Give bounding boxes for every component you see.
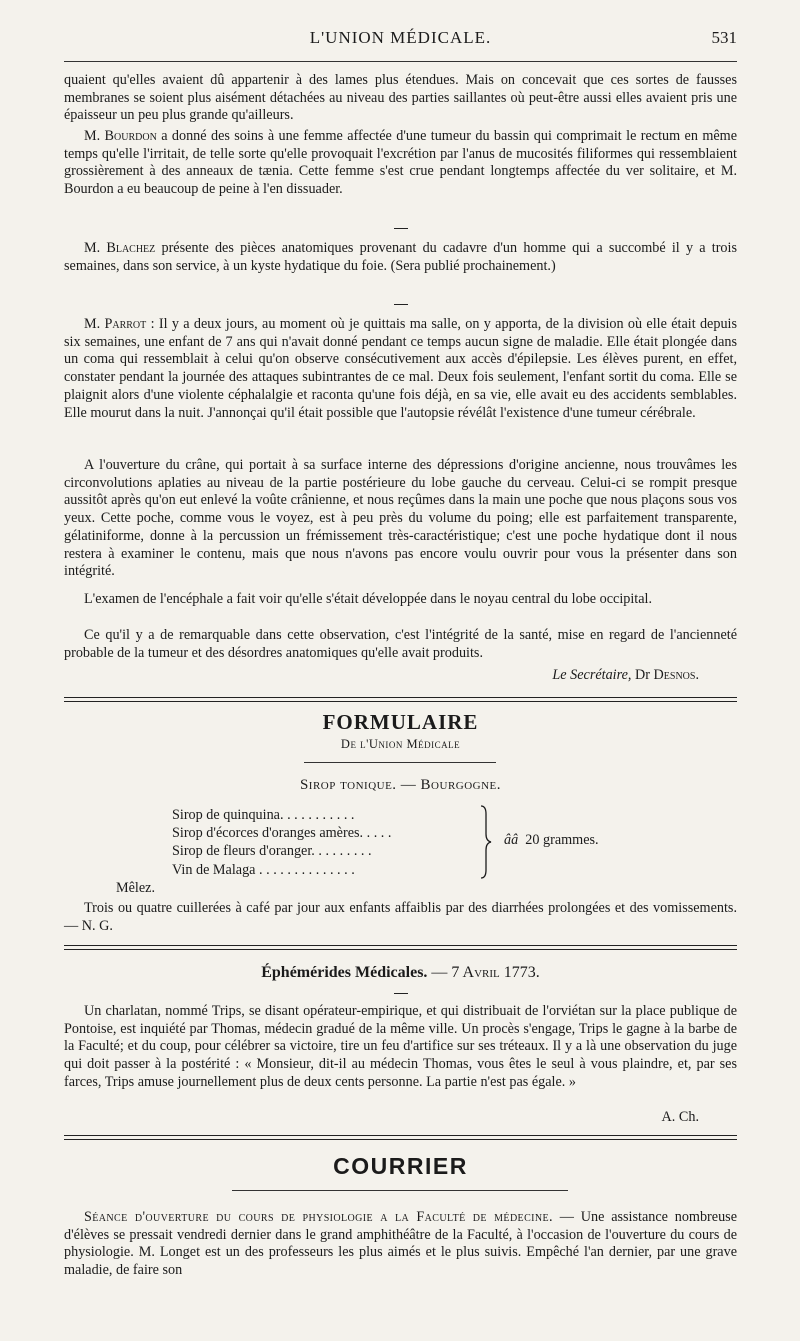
paragraph-blachez — [64, 240, 737, 275]
secretary-signature — [552, 667, 699, 684]
section-double-rule — [64, 1135, 737, 1140]
formulaire-underline — [304, 762, 496, 763]
ingredient-item: Sirop de fleurs d'oranger. . . . . . . . . — [172, 843, 372, 860]
right-brace-icon — [479, 804, 493, 880]
formulaire-instructions: Trois ou quatre cuillerées à café par jour aux enfants affaiblis par des diarrhées prolongées et des vomissements. — N. G. — [64, 900, 737, 934]
courrier-underline — [232, 1190, 568, 1191]
ingredient-item: Sirop de quinquina. . . . . . . . . . . — [172, 807, 355, 823]
section-dash — [394, 993, 408, 994]
dose — [504, 832, 599, 849]
running-head — [64, 28, 737, 52]
paragraph-encephale: L'examen de l'encéphale a fait voir qu'elle s'était développée dans le noyau central du lobe occipital. — [84, 591, 653, 607]
section-double-rule — [64, 697, 737, 702]
paragraph-bourdon — [64, 128, 737, 199]
courrier-title: COURRIER — [333, 1153, 468, 1179]
recipe-title: Sirop tonique. — Bourgogne. — [299, 777, 502, 793]
formulaire-title: FORMULAIRE — [322, 710, 479, 734]
speaker-parrot: M. Parrot — [84, 316, 147, 332]
speaker-bourdon: M. Bourdon — [84, 128, 157, 144]
signature-title: Dr — [631, 667, 654, 683]
paragraph-remarque: Ce qu'il y a de remarquable dans cette observation, c'est l'intégrité de la santé, mise en regard de l'ancienneté probable de la tumeur et des désordres anatomiques qu'elle avait produits. — [64, 627, 737, 661]
ephemerides-text: Un charlatan, nommé Trips, se disant opérateur-empirique, et qui distribuait de l'orviétan sur la place publique de Pontoise, est inquiété par Thomas, médecin gradué de la même ville. Un procès s'engage, Trips le gagne à la barbe de la Faculté; et du coup, pour célébrer sa victoire, tire un feu d'artifice sur ses tréteaux. Il y a là une observation du juge qui doit passer à la postérité : « Monsieur, dit-il au médecin Thomas, vous êtes le seul à vous plaindre, et, par ses farces, Trips amuse journellement plus de deux cents personne. La partie n'est pas égale. » — [64, 1003, 737, 1090]
dose-prefix: ââ — [504, 832, 519, 848]
courrier-lead: Séance d'ouverture du cours de physiologie a la Faculté de médecine. — [84, 1209, 553, 1225]
courrier-body: — Une assistance nombreuse d'élèves se pressait vendredi dernier dans le grand amphithéâtre de la Faculté, à l'occasion de l'ouverture du cours de physiologie. M. Longet est un des professeurs les plus aimés et le plus suivis. Empêché l'an dernier, par une grave maladie, de faire son — [64, 1209, 737, 1279]
paragraph-bourdon-text: a donné des soins à une femme affectée d'une tumeur du bassin qui comprimait le rectum en même temps qu'elle l'irritait, de telle sorte qu'elle provoquait l'excrétion par l'anus de mucosités filiformes qui ressemblaient grossièrement à des anneaux de tænia. Cette femme s'est crue pendant longtemps affectée du ver solitaire, et M. Bourdon a eu beaucoup de peine à l'en dissuader. — [64, 128, 737, 198]
dose-amount: 20 grammes. — [525, 832, 599, 848]
ingredient-item: Sirop d'écorces d'oranges amères. . . . . — [172, 825, 392, 842]
formulaire-subtitle: De l'Union Médicale — [340, 737, 461, 751]
ingredient-item: Vin de Malaga . . . . . . . . . . . . . . — [172, 861, 355, 878]
section-double-rule — [64, 945, 737, 950]
speaker-blachez: M. Blachez — [84, 240, 156, 256]
ephemerides-title — [64, 964, 737, 982]
signature-name: Desnos. — [653, 667, 699, 683]
running-title: L'UNION MÉDICALE. — [309, 28, 492, 47]
page-number: 531 — [711, 28, 737, 47]
paragraph-autopsy: A l'ouverture du crâne, qui portait à sa surface interne des dépressions d'origine ancienne, nous trouvâmes les circonvolutions aplaties au niveau de la partie postérieure du lobe gauche du cerveau. Celui-ci se rompit presque aussitôt après qu'on eut enlevé la voûte crânienne, et nous reçûmes dans la main une poche que nous plaçons sous vos yeux. Cette poche, comme vous le voyez, est à peu près du volume du poing; elle est parfaitement transparente, gélatiniforme, donne à la percussion un frémissement très-caractéristique; c'est une poche hydatique dont il nous restera à examiner le contenu, mais que nous n'avons pas encore voulu ouvrir pour vous la présenter dans son intégrité. — [64, 457, 737, 580]
section-dash — [394, 304, 408, 305]
melez: Mêlez. — [116, 880, 155, 896]
courrier-text — [64, 1209, 737, 1280]
paragraph-parrot — [64, 316, 737, 422]
paragraph-blachez-text: présente des pièces anatomiques provenant du cadavre d'un homme qui a succombé il y a trois semaines, dans son service, à un kyste hydatique du foie. (Sera publié prochainement.) — [64, 240, 737, 274]
signature-role: Le Secrétaire, — [552, 667, 632, 683]
ingredient-list — [172, 806, 482, 879]
ephemerides-heading: Éphémérides Médicales. — [261, 964, 428, 981]
header-rule — [64, 61, 737, 62]
paragraph-parrot-text: : Il y a deux jours, au moment où je quittais ma salle, on y apporta, de la division où elle était depuis six semaines, une enfant de 7 ans qui n'avait donné pendant ce temps aucun signe de maladie. Elle était plongée dans un coma qui ressemblait à celui qu'on observe consécutivement aux accès d'épilepsie. Les élèves purent, en effet, constater pendant la journée des attaques subintrantes de ce mal. Deux fois seulement, l'enfant sortit du coma. Elle se plaignit alors d'une violente céphalalgie et raconta qu'une fois déjà, en sa vie, elle avait eu des accidents semblables. Elle mourut dans la nuit. J'annonçai qu'il était possible que l'autopsie révélât l'existence d'une tumeur cérébrale. — [64, 316, 738, 421]
ephemerides-signature: A. Ch. — [661, 1109, 699, 1125]
section-dash — [394, 228, 408, 229]
paragraph-membranes: quaient qu'elles avaient dû appartenir à des lames plus étendues. Mais on concevait que ces sortes de fausses membranes se soient plus aisément détachées au niveau des parties saillantes où peut-être aussi elles avaient pris une épaisseur un peu plus grande qu'ailleurs. — [64, 72, 737, 124]
ephemerides-date: — 7 Avril 1773. — [427, 964, 540, 981]
journal-page — [64, 0, 737, 1341]
